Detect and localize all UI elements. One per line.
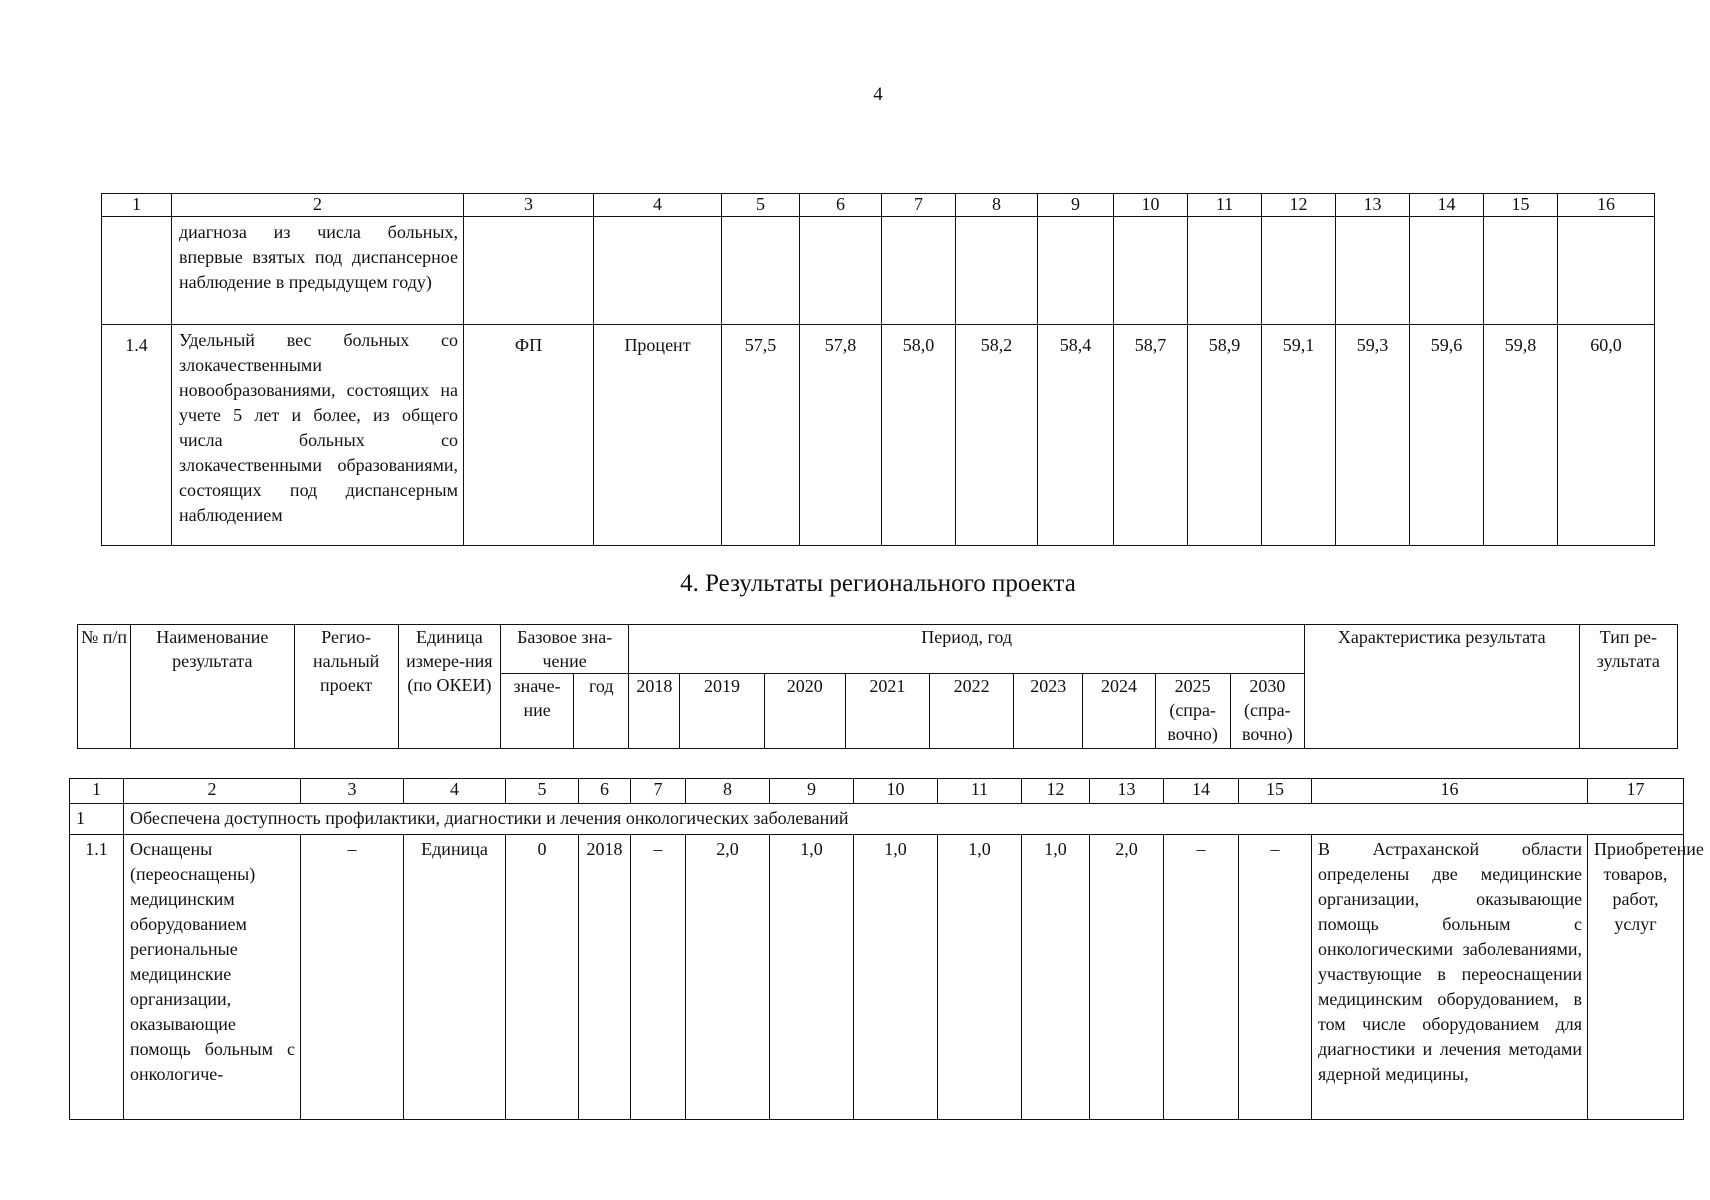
- header-base: Базовое зна-чение: [501, 625, 629, 674]
- result-name: Оснащены (переоснащены) медицинским оборудованием региональные медицинские организации, оказывающие помощь больным с онкологиче-: [124, 835, 301, 1120]
- header-result-type: Тип ре-зультата: [1579, 625, 1677, 749]
- result-type: Приобретение товаров, работ, услуг: [1588, 835, 1684, 1120]
- value-cell: 59,3: [1336, 325, 1410, 546]
- header-year: 2020: [764, 674, 845, 749]
- indicator-type: ФП: [464, 325, 594, 546]
- column-number: 6: [800, 194, 882, 217]
- column-number: 5: [506, 779, 579, 804]
- column-number: 15: [1239, 779, 1312, 804]
- value-cell: 58,2: [956, 325, 1038, 546]
- header-year: 2023: [1014, 674, 1083, 749]
- row-number: 1.4: [102, 325, 172, 546]
- continuation-row: [102, 217, 1655, 325]
- value-cell: 1,0: [938, 835, 1022, 1120]
- column-number: 2: [124, 779, 301, 804]
- header-base-year: год: [574, 674, 629, 749]
- value-cell: 59,1: [1262, 325, 1336, 546]
- column-number: 10: [854, 779, 938, 804]
- header-base-value: значе-ние: [501, 674, 574, 749]
- column-number: 13: [1090, 779, 1164, 804]
- value-cell: 2,0: [1090, 835, 1164, 1120]
- value-cell: 60,0: [1558, 325, 1655, 546]
- table-row: [70, 835, 1684, 1120]
- column-number: 1: [70, 779, 124, 804]
- base-value: 0: [506, 835, 579, 1120]
- header-name: Наименование результата: [131, 625, 294, 749]
- header-year-2025: [1155, 674, 1230, 749]
- reference-note: (спра-вочно): [1242, 700, 1293, 744]
- column-number: 14: [1410, 194, 1484, 217]
- column-number: 1: [102, 194, 172, 217]
- year-label: 2030: [1249, 676, 1286, 696]
- column-number: 2: [172, 194, 464, 217]
- value-cell: 1,0: [770, 835, 854, 1120]
- header-year: 2021: [845, 674, 929, 749]
- column-number: 3: [464, 194, 594, 217]
- column-number: 17: [1588, 779, 1684, 804]
- base-year: 2018: [579, 835, 631, 1120]
- column-number: 9: [770, 779, 854, 804]
- year-label: 2025: [1174, 676, 1211, 696]
- section-number: 1: [70, 804, 124, 835]
- column-number: 7: [631, 779, 686, 804]
- row-number: 1.1: [70, 835, 124, 1120]
- header-unit: Единица измере-ния (по ОКЕИ): [398, 625, 500, 749]
- column-number: 8: [686, 779, 770, 804]
- result-regional: –: [301, 835, 404, 1120]
- value-cell: 57,8: [800, 325, 882, 546]
- column-number-row: [70, 779, 1684, 804]
- header-period: Период, год: [629, 625, 1305, 674]
- value-cell: 58,0: [882, 325, 956, 546]
- column-number: 10: [1114, 194, 1188, 217]
- header-num: № п/п: [78, 625, 131, 749]
- column-number: 11: [1188, 194, 1262, 217]
- reference-note: (спра-вочно): [1167, 700, 1218, 744]
- header-year: 2022: [930, 674, 1014, 749]
- column-number: 12: [1022, 779, 1090, 804]
- result-unit: Единица: [404, 835, 506, 1120]
- column-number: 9: [1038, 194, 1114, 217]
- results-header-table: [77, 624, 1678, 749]
- page-number: 4: [873, 84, 883, 105]
- header-year: 2018: [629, 674, 680, 749]
- value-cell: –: [1239, 835, 1312, 1120]
- section-title: Обеспечена доступность профилактики, диагностики и лечения онкологических заболеваний: [124, 804, 1684, 835]
- column-number: 8: [956, 194, 1038, 217]
- section-heading: 4. Результаты регионального проекта: [680, 570, 1076, 597]
- header-year-2030: [1230, 674, 1304, 749]
- results-table: [69, 778, 1704, 1120]
- column-number: 4: [404, 779, 506, 804]
- indicator-name: Удельный вес больных со злокачественными новообразованиями, состоящих на учете 5 лет и более, из общего числа больных со злокачественными образованиями, состоящих под диспансерным наблюдением: [172, 325, 464, 546]
- value-cell: 2,0: [686, 835, 770, 1120]
- value-cell: 1,0: [1022, 835, 1090, 1120]
- indicator-unit: Процент: [594, 325, 722, 546]
- value-cell: 58,7: [1114, 325, 1188, 546]
- column-number: 3: [301, 779, 404, 804]
- table-row: [102, 325, 1655, 546]
- header-year: 2019: [680, 674, 764, 749]
- section-row: [70, 804, 1684, 835]
- header-year: 2024: [1083, 674, 1155, 749]
- column-number: 13: [1336, 194, 1410, 217]
- value-cell: 1,0: [854, 835, 938, 1120]
- column-number: 15: [1484, 194, 1558, 217]
- continuation-text: диагноза из числа больных, впервые взятых под диспансерное наблюдение в предыдущем году): [172, 217, 464, 325]
- column-number: 16: [1312, 779, 1588, 804]
- column-number: 11: [938, 779, 1022, 804]
- indicators-table-continued: [101, 193, 1655, 546]
- column-number: 16: [1558, 194, 1655, 217]
- value-cell: 58,9: [1188, 325, 1262, 546]
- header-regional: Регио-нальный проект: [294, 625, 398, 749]
- header-characteristic: Характеристика результата: [1304, 625, 1579, 749]
- value-cell: 58,4: [1038, 325, 1114, 546]
- column-number-row: [102, 194, 1655, 217]
- column-number: 12: [1262, 194, 1336, 217]
- result-characteristic: В Астраханской области определены две медицинские организации, оказывающие помощь больным с онкологическими заболеваниями, участвующие в переоснащении медицинским оборудованием, в том числе оборудованием для диагностики и лечения методами ядерной медицины,: [1312, 835, 1588, 1120]
- value-cell: 59,8: [1484, 325, 1558, 546]
- column-number: 14: [1164, 779, 1239, 804]
- column-number: 6: [579, 779, 631, 804]
- column-number: 7: [882, 194, 956, 217]
- value-cell: 57,5: [722, 325, 800, 546]
- value-cell: –: [631, 835, 686, 1120]
- column-number: 5: [722, 194, 800, 217]
- value-cell: –: [1164, 835, 1239, 1120]
- column-number: 4: [594, 194, 722, 217]
- value-cell: 59,6: [1410, 325, 1484, 546]
